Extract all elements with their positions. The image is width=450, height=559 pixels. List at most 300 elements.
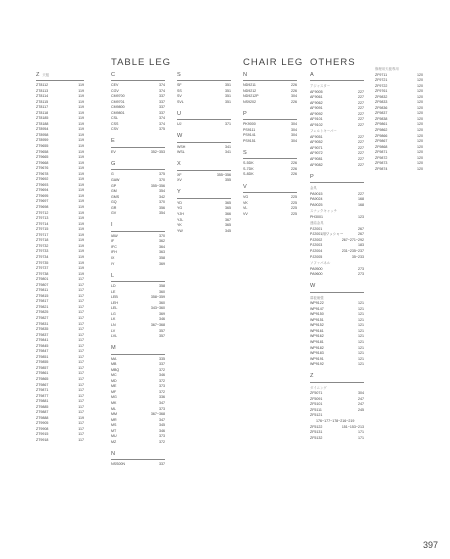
entry-code: CM9801 [111,110,125,115]
section-letter: Z [36,71,40,78]
index-entry [111,462,165,468]
section-rule [111,281,165,282]
entry-page: 119 [78,138,84,143]
entry-page: 119 [78,254,84,259]
entry-code: NS9202 [243,99,256,104]
entry-code: ZF9866 [375,133,388,138]
entry-page: 117 [78,332,84,337]
entry-code: ZT9655 [36,144,49,149]
entry-page: 121 [358,323,364,328]
entry-page: 121 [358,317,364,322]
entry-page: 372 [159,439,165,444]
entry-code: CSV [111,127,119,132]
entry-code: IF [111,239,115,244]
entry-page: 119 [78,177,84,182]
entry-code: PJ2005 [310,254,323,259]
entry-code: AF9005 [310,89,323,94]
entry-code: MZ [111,439,117,444]
entry-page: 120 [417,78,423,83]
entry-code: ZF5122 [310,424,323,429]
entry-code: PJ2004 [310,248,323,253]
entry-page: 346 [159,317,165,322]
entry-code: ZT9825 [36,310,49,315]
section-rule [36,80,84,81]
entry-code: GMS [111,194,120,199]
entry-page: 123 [358,214,364,219]
entry-page: 231~235~237 [341,248,364,253]
index-entry [177,122,231,128]
entry-page: 225 [291,206,297,211]
index-entry [310,272,364,278]
entry-code: ZT9692 [36,177,49,182]
entry-code: ZT8959 [36,138,49,143]
entry-code: ZF9832 [375,94,388,99]
section-header [111,449,165,458]
entry-page: 117 [78,299,84,304]
entry-code: PA9015 [310,191,323,196]
entry-code: WP9152 [310,323,324,328]
entry-page: 227 [358,145,364,150]
entry-page: 227 [358,117,364,122]
entry-page: 183 [358,243,364,248]
entry-page: 351 [225,94,231,99]
section-letter: W [310,283,316,290]
page-number: 397 [422,540,438,550]
entry-code: WSL [177,150,185,155]
entry-page: 117 [78,382,84,387]
section-rule [243,119,297,120]
entry-page: 375 [159,172,165,177]
entry-page: 117 [78,310,84,315]
entry-code: ND9212 [243,88,257,93]
entry-page: 355~356 [216,172,231,177]
entry-page: 225 [291,195,297,200]
section-rule [310,382,364,383]
entry-code: PH3001 [310,214,323,219]
section-header [177,70,231,79]
entry-page: 119 [78,171,84,176]
index-column-3 [177,66,231,234]
entry-code: WP9150 [310,312,324,317]
entry-code: ZT9821 [36,304,49,309]
entry-code: LEB [111,295,118,300]
section-letter: G [111,160,116,167]
section-rule [111,80,165,81]
entry-page: 304 [291,138,297,143]
entry-code: ZT9732 [36,243,49,248]
entry-page: 119 [78,199,84,204]
entry-page: 373 [159,434,165,439]
entry-page: 335 [159,356,165,361]
entry-code: XF [177,172,182,177]
entry-code: LEH [111,300,118,305]
entry-code: MBQ [111,367,120,372]
section-rule [177,119,231,120]
entry-code: ZT9905 [36,421,49,426]
entry-code: ZT9815 [36,293,49,298]
index-entry [310,436,364,442]
entry-code: MU [111,434,117,439]
entry-code: S-5DK [243,161,254,166]
section-rule [111,354,165,355]
entry-page: 119 [78,205,84,210]
entry-page: 347 [159,400,165,405]
entry-code: SV [177,94,182,99]
entry-code: CM9700 [111,94,125,99]
entry-code: ZT9694 [36,188,49,193]
section-rule [243,80,297,81]
entry-code: ZF9862 [375,127,388,132]
entry-code: ZT9881 [36,399,49,404]
entry-code: YG [177,206,183,211]
entry-code: ZT9871 [36,388,49,393]
entry-page: 369 [159,311,165,316]
section-letter: N [111,450,116,457]
entry-code: MS [111,423,117,428]
group-label: 修理用天板専用 [375,67,399,71]
entry-page: 171 [358,430,364,435]
entry-page: 374 [159,116,165,121]
entry-page: 225 [291,200,297,205]
entry-code: ZT9718 [36,238,49,243]
entry-code: ZT9835 [36,327,49,332]
section-letter: N [243,71,248,78]
entry-page: 365 [225,200,231,205]
entry-page: 117 [78,365,84,370]
entry-page: 227 [358,100,364,105]
entry-code: ZT8113 [36,88,49,93]
entry-code: ZT9734 [36,254,49,259]
entry-code: MD [111,378,117,383]
entry-page: 119 [78,193,84,198]
entry-page: 372 [159,367,165,372]
index-column-6 [375,66,423,172]
entry-page: 117 [78,354,84,359]
entry-page: 117 [78,426,84,431]
entry-page: 121 [358,356,364,361]
entry-code: PS9151 [243,138,256,143]
entry-page: 227 [358,162,364,167]
entry-code: ME [111,384,117,389]
entry-code: PS9141 [243,133,256,138]
entry-page: 117 [78,404,84,409]
section-header [177,188,231,197]
entry-page: 119 [78,415,84,420]
entry-code: AF9071 [310,145,323,150]
entry-page: 304 [291,94,297,99]
entry-page: 119 [78,232,84,237]
entry-page: 342 [159,194,165,199]
section-header [111,271,165,280]
entry-code: MF [111,389,117,394]
entry-page: 119 [78,99,84,104]
entry-page: 117 [78,315,84,320]
entry-code: LVL [111,334,118,339]
entry-page: 357 [159,334,165,339]
entry-page: 120 [417,161,423,166]
entry-page: 373 [159,384,165,389]
entry-page: 367~368 [150,322,165,327]
index-column-1 [36,66,84,444]
entry-code: ZT9695 [36,193,49,198]
entry-page: 227 [358,89,364,94]
entry-code: ZT9801 [36,277,49,282]
section-header [111,159,165,168]
section-letter: S [177,71,181,78]
entry-page: 120 [417,116,423,121]
entry-page: 119 [78,260,84,265]
entry-page: 117 [78,304,84,309]
entry-page: 119 [78,216,84,221]
entry-page: 117 [78,288,84,293]
entry-code: ZT9837 [36,332,49,337]
entry-code: PA9600 [310,272,323,277]
section-letter: Z [310,373,314,380]
section-header [310,172,364,181]
entry-code: ZT9678 [36,171,49,176]
entry-page: 226 [291,166,297,171]
entry-code: PS9111 [243,127,256,132]
entry-page: 117 [78,327,84,332]
section-letter: Y [177,189,181,196]
entry-page: 343~360 [150,306,165,311]
index-entry [36,438,84,444]
entry-page: 35~233 [351,254,364,259]
entry-code: XV [177,178,182,183]
entry-code: ZT9847 [36,349,49,354]
entry-code: GP [111,183,117,188]
entry-page: 119 [78,188,84,193]
entry-code: S-8DK [243,172,254,177]
entry-page: 119 [78,249,84,254]
index-entry [310,163,364,169]
entry-page: 374 [159,121,165,126]
entry-code: LN [111,322,116,327]
entry-page: 227 [358,157,364,162]
entry-page: 120 [417,127,423,132]
entry-page: 372 [159,378,165,383]
entry-code: ZT9887 [36,410,49,415]
entry-code: LD [111,284,116,289]
section-header [310,70,364,79]
index-entry [243,212,297,218]
entry-page: 375 [159,127,165,132]
section-letter: U [177,110,182,117]
section-letter: E [111,138,115,145]
entry-code: UJ [177,122,182,127]
section-letter: I [111,222,113,229]
section-rule [177,80,231,81]
section-rule [243,192,297,193]
entry-page: 120 [417,94,423,99]
entry-code: ZT9831 [36,321,49,326]
entry-page: 345 [159,423,165,428]
entry-page: 117 [78,293,84,298]
entry-code: WP9162 [310,334,324,339]
entry-page: 121 [358,345,364,350]
entry-code: ZT9855 [36,360,49,365]
entry-code: ZT9712 [36,210,49,215]
entry-code: ZT9738 [36,271,49,276]
entry-code: PJ2001 [310,226,323,231]
entry-code: GAW [111,178,120,183]
section-header [111,137,165,146]
entry-code: IFC [111,244,117,249]
entry-code: ZT9714 [36,221,49,226]
entry-code: ZF9874 [375,166,388,171]
entry-code: CSL [111,116,118,121]
entry-code: ZT9867 [36,382,49,387]
index-entry [111,127,165,133]
section-rule [111,459,165,460]
entry-code: G [111,172,114,177]
entry-page: 176~177~178~216~219 [316,418,355,423]
entry-page: 121 [358,334,364,339]
entry-code: ZF9873 [375,161,388,166]
entry-page: 119 [78,266,84,271]
index-entry [177,229,231,235]
index-entry [177,150,231,156]
entry-page: 367~368 [150,412,165,417]
entry-code: ZT9811 [36,288,49,293]
entry-page: 358 [159,284,165,289]
entry-page: 119 [78,127,84,132]
entry-code: ZT8188 [36,121,49,126]
entry-code: WP9151 [310,317,324,322]
entry-page: 247 [358,396,364,401]
entry-code: IFH [111,250,117,255]
entry-page: 121 [358,328,364,333]
section-letter: P [310,173,314,180]
heading-others: OTHERS [310,57,356,68]
section-header [310,372,364,381]
entry-code: PJ2002 [310,237,323,242]
entry-code: ZT9668 [36,160,49,165]
entry-code: GV [111,211,117,216]
entry-code: ZF9833 [375,100,388,105]
entry-code: MB [111,362,117,367]
entry-code: VL [243,206,248,211]
entry-code: PA9025 [310,202,323,207]
entry-code: MG [111,395,117,400]
index-entry [111,150,165,156]
section-rule [111,231,165,232]
entry-page: 120 [417,166,423,171]
entry-page: 374 [159,83,165,87]
index-entry [111,440,165,446]
group-label: スナックキャッチ [310,209,337,214]
entry-page: 120 [417,150,423,155]
entry-code: WP9161 [310,328,324,333]
heading-chair-leg: CHAIR LEG [243,57,304,68]
entry-code: MC [111,373,117,378]
entry-page: 273 [358,272,364,277]
section-rule [310,182,364,183]
entry-page: 151~153~213 [341,424,364,429]
entry-page: 226 [291,161,297,166]
entry-code: VK [243,200,248,205]
entry-page: 370 [159,178,165,183]
entry-code: LEL [111,306,118,311]
index-entry [243,100,297,106]
entry-page: 119 [78,155,84,160]
group-label: ダイニング [310,385,327,390]
index-entry [243,139,297,145]
entry-page: 117 [78,371,84,376]
entry-page: 337 [159,94,165,99]
group-label: ソファパネル [310,261,331,266]
entry-code: ZF9867 [375,139,388,144]
entry-page: 121 [358,301,364,306]
entry-page: 120 [417,89,423,94]
entry-page: 227 [358,106,364,111]
heading-table-leg: TABLE LEG [111,57,172,68]
entry-code: CM9800 [111,105,125,110]
entry-code: SS [177,88,182,93]
section-letter: P [243,110,247,117]
entry-code: ZT9717 [36,232,49,237]
section-header [36,70,84,79]
entry-page: 119 [78,271,84,276]
section-rule [243,158,297,159]
entry-page: 345 [225,228,231,233]
entry-code: ZF9711 [375,72,388,77]
entry-code: ZF5071 [310,391,323,396]
entry-page: 247 [358,402,364,407]
entry-page: 120 [417,72,423,77]
entry-code: PJ2003 [310,243,323,248]
entry-code: WP9122 [310,301,324,306]
entry-code: ZT9715 [36,227,49,232]
section-subtitle: 天板 [42,73,50,77]
entry-code: GQ [111,200,117,205]
entry-page: 337 [159,462,165,467]
entry-page: 354 [159,211,165,216]
entry-code: AF9062 [310,100,323,105]
entry-page: 117 [78,282,84,287]
entry-code: ZF9838 [375,116,388,121]
entry-code: ZF9872 [375,155,388,160]
entry-code: AF9051 [310,134,323,139]
entry-page: 119 [78,105,84,110]
entry-code: ZF9722 [375,83,388,88]
index-entry [310,362,364,368]
section-rule [177,142,231,143]
section-rule [310,292,364,293]
entry-page: 336 [159,395,165,400]
entry-page: 370 [159,233,165,238]
entry-page: 119 [78,116,84,121]
entry-page: 117 [78,421,84,426]
entry-page: 120 [417,155,423,160]
entry-page: 267 [358,232,364,237]
entry-code: ZT9737 [36,266,49,271]
entry-code: S-7DK [243,166,254,171]
entry-page: 347 [159,417,165,422]
entry-page: 119 [78,160,84,165]
index-column-4 [243,66,297,217]
entry-page: 119 [78,88,84,93]
section-letter: C [111,71,116,78]
entry-page: 119 [78,132,84,137]
entry-page: 117 [78,388,84,393]
entry-code: YK [177,223,182,228]
entry-page: 120 [417,122,423,127]
entry-page: 227 [358,191,364,196]
entry-code: ZT9918 [36,438,49,442]
section-header [177,109,231,118]
entry-page: 119 [78,227,84,232]
